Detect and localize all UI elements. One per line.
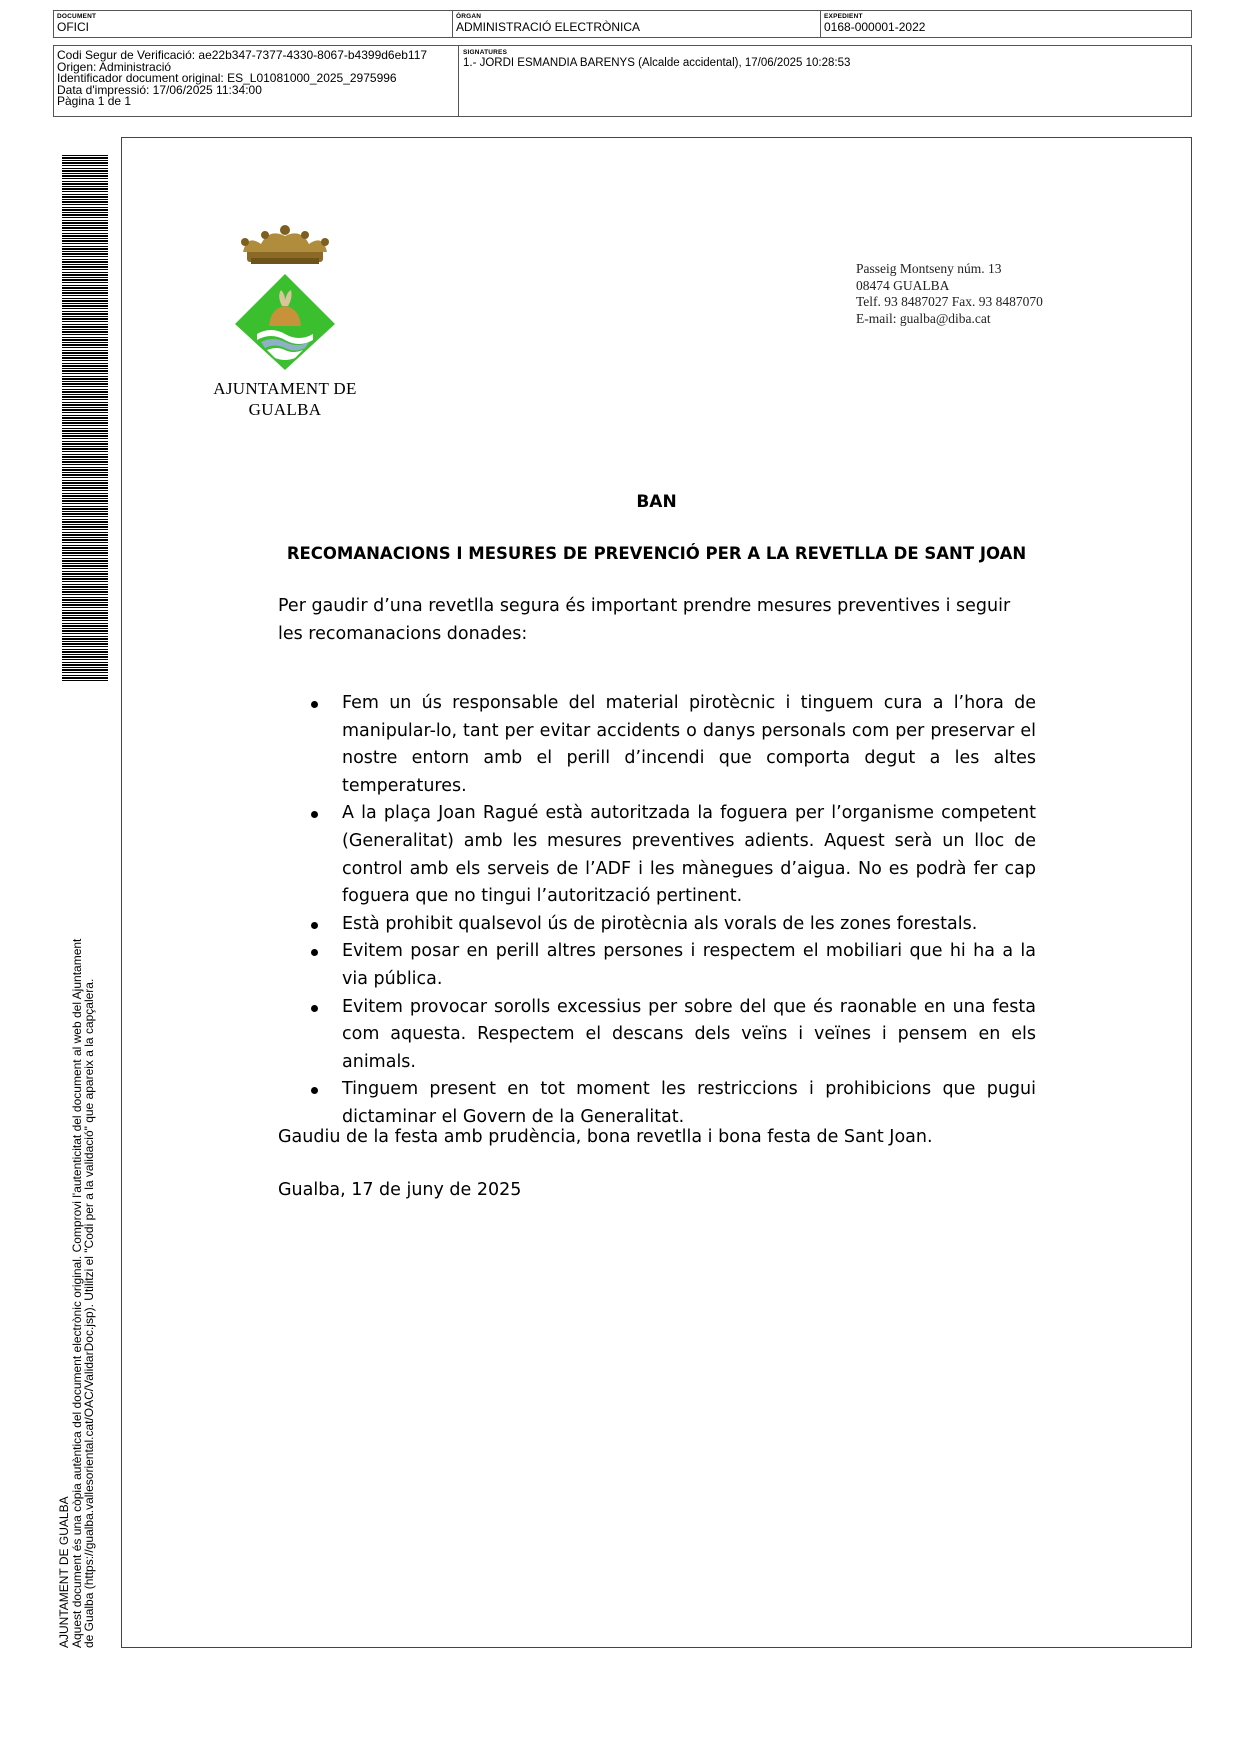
address-email: E-mail: gualba@diba.cat xyxy=(856,310,991,326)
organ-caption: ÒRGAN xyxy=(456,13,482,20)
document-type-cell xyxy=(54,11,452,37)
letterhead-logo xyxy=(205,222,365,420)
organ-value: ADMINISTRACIÓ ELECTRÒNICA xyxy=(456,20,641,34)
list-item-text: Evitem posar en perill altres persones i respectem el mobiliari que hi ha a la via pública. xyxy=(342,941,1036,989)
list-item-text: Està prohibit qualsevol ús de pirotècnia als vorals de les zones forestals. xyxy=(342,913,978,934)
list-item xyxy=(278,690,1036,800)
organ-cell xyxy=(452,11,820,37)
csv-code: Codi Segur de Verificació: ae22b347-7377-4330-8067-b4399d6eb117 xyxy=(57,48,428,62)
verification-info xyxy=(54,46,458,116)
print-date: Data d'impressió: 17/06/2025 11:34:00 xyxy=(57,82,262,97)
origin-text: Origen: Administració xyxy=(57,59,172,74)
header-metadata-row xyxy=(53,10,1192,38)
signature-line: 1.- JORDI ESMANDIA BARENYS (Alcalde accidental), 17/06/2025 10:28:53 xyxy=(463,57,851,69)
side-text-line1: AJUNTAMENT DE GUALBA xyxy=(57,1496,71,1648)
bullet-icon xyxy=(311,1087,318,1094)
bullet-icon xyxy=(311,701,318,708)
list-item xyxy=(278,994,1036,1077)
verification-row xyxy=(53,45,1192,117)
side-validation-text xyxy=(58,888,96,1648)
bullet-icon xyxy=(311,811,318,818)
expedient-cell xyxy=(820,11,1191,37)
intro-paragraph: Per gaudir d’una revetlla segura és important prendre mesures preventives i seguir les recomanacions donades: xyxy=(278,596,1011,644)
municipality-name-line2: GUALBA xyxy=(248,400,322,419)
closing-paragraph: Gaudiu de la festa amb prudència, bona revetlla i bona festa de Sant Joan. xyxy=(278,1127,933,1147)
document-caption: DOCUMENT xyxy=(57,13,97,20)
list-item-text: Tinguem present en tot moment les restriccions i prohibicions que pugui dictaminar el Govern de la Generalitat. xyxy=(342,1079,1036,1127)
original-id: Identificador document original: ES_L01081000_2025_2975996 xyxy=(57,71,397,85)
date-line: Gualba, 17 de juny de 2025 xyxy=(278,1180,522,1200)
municipality-name xyxy=(205,378,365,420)
bullet-icon xyxy=(311,949,318,956)
list-item xyxy=(278,938,1036,993)
recommendations-list xyxy=(278,690,1036,1132)
expedient-value: 0168-000001-2022 xyxy=(824,20,926,34)
document-subheading: RECOMANACIONS I MESURES DE PREVENCIÓ PER A LA REVETLLA DE SANT JOAN xyxy=(286,544,1027,563)
letterhead-address xyxy=(856,261,1043,327)
page-count: Pàgina 1 de 1 xyxy=(57,94,132,108)
bullet-icon xyxy=(311,1005,318,1012)
list-item-text: Fem un ús responsable del material pirotècnic i tinguem cura a l’hora de manipular-lo, tant per evitar accidents o danys personals com per preservar el nostre entorn amb el perill d’incendi que comporta degut a les altes temperatures. xyxy=(342,693,1036,796)
list-item xyxy=(278,800,1036,910)
gualba-coat-of-arms-icon xyxy=(235,222,335,370)
barcode-icon xyxy=(62,153,108,681)
list-item-text: Evitem provocar sorolls excessius per sobre del que és raonable en una festa com aquesta. Respectem el descans dels veïns i veïnes i pensem en els animals. xyxy=(342,996,1036,1072)
address-phone: Telf. 93 8487027 Fax. 93 8487070 xyxy=(856,294,1043,309)
document-value: OFICI xyxy=(57,20,89,34)
address-postcode: 08474 GUALBA xyxy=(856,277,950,293)
signatures-cell xyxy=(458,46,1191,116)
expedient-caption: EXPEDIENT xyxy=(824,13,863,20)
address-street: Passeig Montseny núm. 13 xyxy=(856,261,1002,276)
list-item xyxy=(278,911,1036,939)
side-text-line2: Aquest document és una còpia autèntica del document electrònic original. Comprovi l'autenticitat del document al web del Ajuntament xyxy=(69,938,84,1648)
document-heading: BAN xyxy=(636,492,677,512)
bullet-icon xyxy=(311,922,318,929)
side-text-line3: de Gualba (https://gualba.vallesoriental.cat/OAC/ValidarDoc.jsp). Utilitzi el "Codi per a la validació" que apareix a la capçalera. xyxy=(82,978,96,1648)
signatures-caption: SIGNATURES xyxy=(463,49,508,56)
municipality-name-line1: AJUNTAMENT DE xyxy=(213,379,357,398)
list-item-text: A la plaça Joan Ragué està autoritzada la foguera per l’organisme competent (Generalitat) amb les mesures preventives adients. Aquest serà un lloc de control amb els serveis de l’ADF i les mànegues d’aigua. No es podrà fer cap foguera que no tingui l’autorització pertinent. xyxy=(342,803,1036,907)
